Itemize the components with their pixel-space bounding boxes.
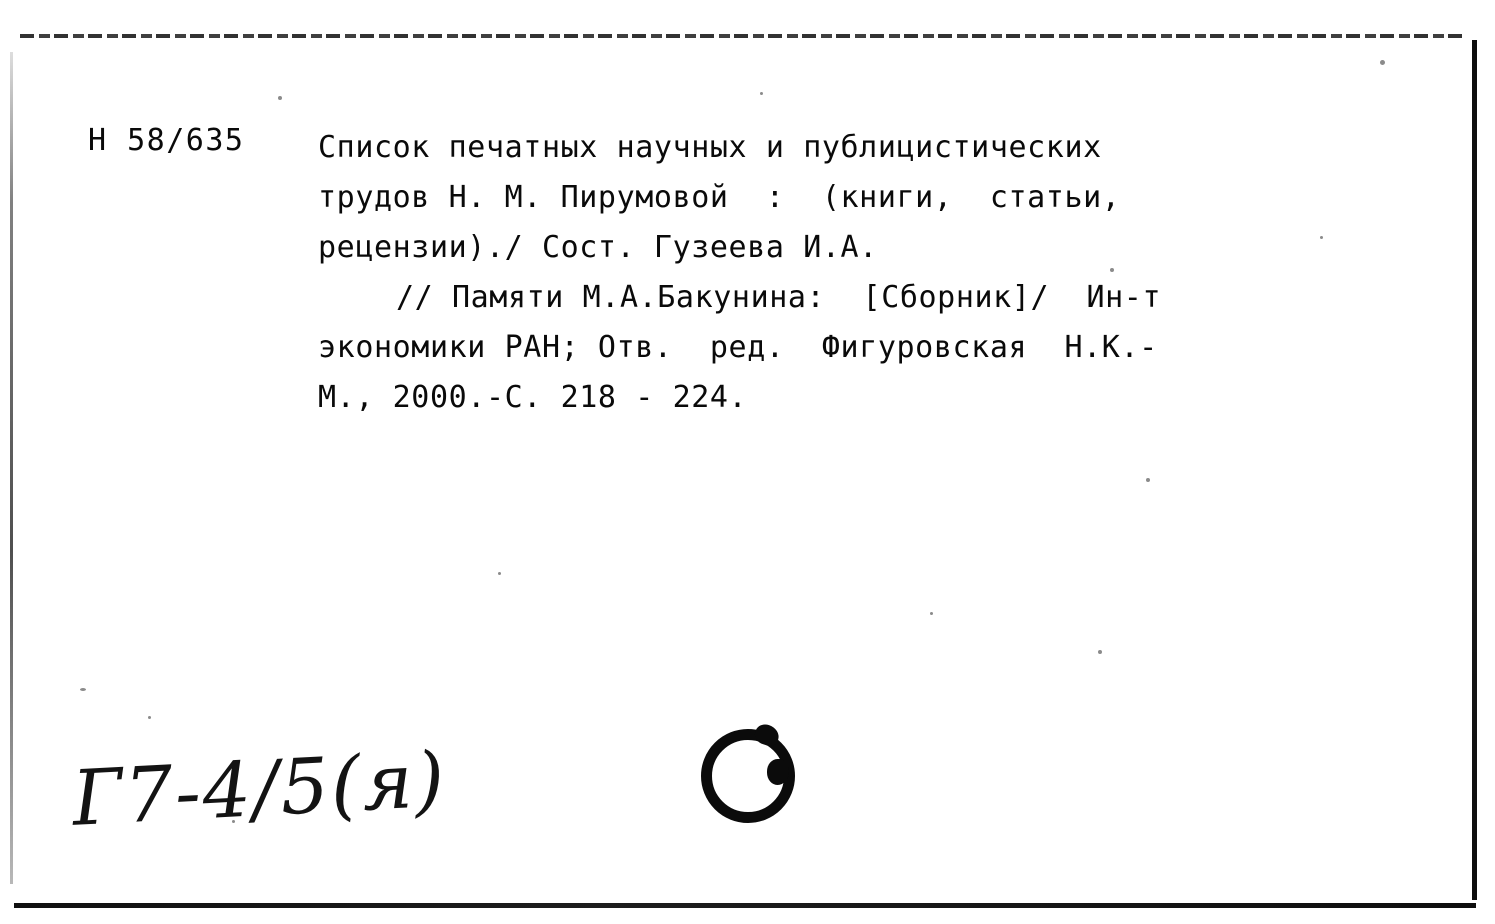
record-line: Список печатных научных и публицистических xyxy=(318,130,1102,165)
scan-speck xyxy=(498,572,501,575)
scan-speck xyxy=(80,688,86,691)
record-line xyxy=(318,273,1313,323)
scan-speck xyxy=(930,612,933,615)
scan-speck xyxy=(1380,60,1385,65)
bibliographic-record xyxy=(318,123,1313,423)
shelfmark-call-number: Н 58/635 xyxy=(88,123,245,158)
handwritten-shelf-note: Г7-4/5(я) xyxy=(70,734,449,843)
scan-speck xyxy=(278,96,282,100)
scan-speck xyxy=(1146,478,1150,482)
card-top-edge xyxy=(20,34,1464,38)
record-line: М., 2000.-С. 218 - 224. xyxy=(318,380,748,415)
scan-speck xyxy=(760,92,763,95)
record-line: экономики РАН; Отв. ред. Фигуровская Н.К.- xyxy=(318,330,1158,365)
record-line: трудов Н. М. Пирумовой : (книги, статьи, xyxy=(318,180,1121,215)
scan-speck xyxy=(148,716,151,719)
record-line-text: // Памяти М.А.Бакунина: [Сборник]/ Ин-т xyxy=(396,280,1162,315)
card-bottom-edge xyxy=(14,903,1476,908)
card-right-edge xyxy=(1472,40,1477,900)
record-line: рецензии)./ Сост. Гузеева И.А. xyxy=(318,230,878,265)
scan-speck xyxy=(1098,650,1102,654)
ink-stamp-ring-icon xyxy=(697,723,793,811)
scan-speck xyxy=(1320,236,1323,239)
card-left-edge xyxy=(10,52,13,884)
